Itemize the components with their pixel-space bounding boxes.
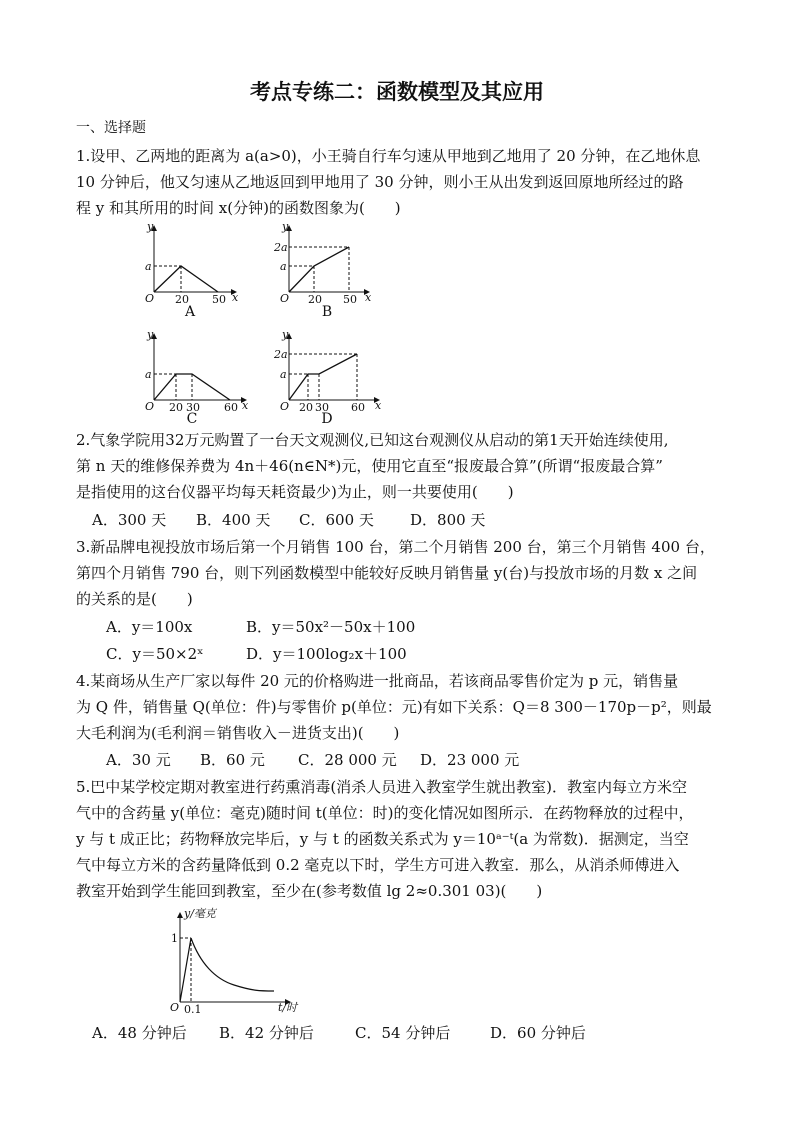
q2-option-c[interactable]: C．600 天 bbox=[299, 511, 374, 529]
q2-line-1: 2.气象学院用32万元购置了一台天文观测仪,已知这台观测仪从启动的第1天开始连续使用, bbox=[76, 431, 669, 449]
q5-line-4: 气中每立方米的含药量降低到 0.2 毫克以下时，学生方可进入教室．那么，从消杀师傅进入 bbox=[76, 856, 680, 874]
q2-option-b[interactable]: B．400 天 bbox=[196, 511, 271, 529]
q5-line-3: y 与 t 成正比；药物释放完毕后，y 与 t 的函数关系式为 y＝10ᵃ⁻ᵗ(a 为常数)．据测定，当空 bbox=[76, 830, 689, 848]
q5-x-label: t/时 bbox=[278, 1001, 298, 1014]
q3-option-b[interactable]: B．y＝50x²－50x＋100 bbox=[246, 618, 416, 636]
q1-line-2: 10 分钟后，他又匀速从乙地返回到甲地用了 30 分钟，则小王从出发到返回原地所经过的路 bbox=[76, 173, 684, 191]
q3-line-3: 的关系的是( ) bbox=[76, 590, 193, 608]
graph-b bbox=[273, 220, 373, 306]
graph-b-tick-50: 50 bbox=[343, 293, 357, 306]
q5-option-b[interactable]: B．42 分钟后 bbox=[219, 1024, 314, 1042]
graph-a-tick-50: 50 bbox=[212, 293, 226, 306]
q5-option-c[interactable]: C．54 分钟后 bbox=[355, 1024, 451, 1042]
q4-option-b[interactable]: B．60 元 bbox=[200, 751, 265, 769]
graph-a-a: a bbox=[145, 260, 152, 273]
q5-y-label: y/毫克 bbox=[184, 907, 216, 920]
q5-option-a[interactable]: A．48 分钟后 bbox=[92, 1024, 187, 1042]
graph-d-x-label: x bbox=[375, 399, 382, 412]
graph-d-tick-30: 30 bbox=[315, 401, 329, 414]
graph-c-tick-30: 30 bbox=[186, 401, 200, 414]
graph-b-origin: O bbox=[280, 292, 290, 305]
graph-d-origin: O bbox=[280, 400, 290, 413]
graph-a-y-label: y bbox=[147, 220, 154, 233]
q3-option-d[interactable]: D．y＝100log₂x＋100 bbox=[246, 645, 407, 663]
q3-line-2: 第四个月销售 790 台，则下列函数模型中能较好反映月销售量 y(台)与投放市场的月数 x 之间 bbox=[76, 564, 698, 582]
q1-line-1: 1.设甲、乙两地的距离为 a(a>0)，小王骑自行车匀速从甲地到乙地用了 20 分钟，在乙地休息 bbox=[76, 147, 701, 165]
q4-option-c[interactable]: C．28 000 元 bbox=[298, 751, 397, 769]
graph-c-label: C bbox=[186, 411, 198, 427]
graph-b-x-label: x bbox=[365, 291, 372, 304]
q3-option-c[interactable]: C．y＝50×2ˣ bbox=[106, 645, 204, 663]
graph-d-label: D bbox=[321, 411, 333, 427]
graph-c-origin: O bbox=[145, 400, 155, 413]
q4-line-3: 大毛利润为(毛利润＝销售收入－进货支出)( ) bbox=[76, 724, 400, 742]
graph-c-y-label: y bbox=[147, 328, 154, 341]
graph-d-a: a bbox=[280, 368, 287, 381]
graph-c-tick-60: 60 bbox=[224, 401, 238, 414]
q5-line-2: 气中的含药量 y(单位：毫克)随时间 t(单位：时)的变化情况如图所示．在药物释放的过程中， bbox=[76, 804, 694, 822]
graph-b-y-label: y bbox=[282, 220, 289, 233]
q5-line-1: 5.巴中某学校定期对教室进行药熏消毒(消杀人员进入教室学生就出教室)．教室内每立方米空 bbox=[76, 778, 688, 796]
graph-c-tick-20: 20 bbox=[169, 401, 183, 414]
graph-d-2a: 2a bbox=[274, 348, 288, 361]
graph-a-tick-20: 20 bbox=[175, 293, 189, 306]
q5-one-label: 1 bbox=[171, 932, 178, 945]
q2-option-d[interactable]: D．800 天 bbox=[410, 511, 486, 529]
graph-d bbox=[273, 328, 383, 414]
q5-origin: O bbox=[170, 1001, 180, 1014]
q3-line-1: 3.新品牌电视投放市场后第一个月销售 100 台，第二个月销售 200 台，第三个月销售 400 台， bbox=[76, 538, 715, 556]
graph-b-tick-20: 20 bbox=[308, 293, 322, 306]
graph-d-tick-20: 20 bbox=[299, 401, 313, 414]
graph-b-a: a bbox=[280, 260, 287, 273]
graph-c-x-label: x bbox=[242, 399, 249, 412]
graph-b-2a: 2a bbox=[274, 241, 288, 254]
graph-a bbox=[140, 220, 240, 306]
q5-graph bbox=[160, 905, 300, 1017]
q5-line-5: 教室开始到学生能回到教室，至少在(参考数值 lg 2≈0.301 03)( ) bbox=[76, 882, 543, 900]
graph-a-x-label: x bbox=[232, 291, 239, 304]
q1-line-3: 程 y 和其所用的时间 x(分钟)的函数图象为( ) bbox=[76, 199, 401, 217]
graph-b-label: B bbox=[321, 304, 333, 320]
q2-option-a[interactable]: A．300 天 bbox=[92, 511, 167, 529]
q4-line-2: 为 Q 件，销售量 Q(单位：件)与零售价 p(单位：元)有如下关系：Q＝8 300－170p－p²，则最 bbox=[76, 698, 712, 716]
graph-a-origin: O bbox=[145, 292, 155, 305]
q2-line-3: 是指使用的这台仪器平均每天耗资最少)为止，则一共要使用( ) bbox=[76, 483, 514, 501]
q4-option-a[interactable]: A．30 元 bbox=[106, 751, 171, 769]
q4-option-d[interactable]: D．23 000 元 bbox=[420, 751, 520, 769]
section-title: 一、选择题 bbox=[76, 120, 146, 136]
graph-a-label: A bbox=[184, 304, 196, 320]
page-title: 考点专练二：函数模型及其应用 bbox=[250, 80, 544, 104]
q5-option-d[interactable]: D．60 分钟后 bbox=[490, 1024, 586, 1042]
graph-c bbox=[140, 328, 250, 414]
q2-line-2: 第 n 天的维修保养费为 4n＋46(n∈N*)元，使用它直至“报废最合算”(所谓“报废最合算” bbox=[76, 457, 663, 475]
q5-tick-label: 0.1 bbox=[184, 1003, 202, 1016]
q3-option-a[interactable]: A．y＝100x bbox=[106, 618, 193, 636]
graph-d-tick-60: 60 bbox=[351, 401, 365, 414]
q4-line-1: 4.某商场从生产厂家以每件 20 元的价格购进一批商品，若该商品零售价定为 p 元，销售量 bbox=[76, 672, 679, 690]
graph-d-y-label: y bbox=[282, 328, 289, 341]
graph-c-a: a bbox=[145, 368, 152, 381]
